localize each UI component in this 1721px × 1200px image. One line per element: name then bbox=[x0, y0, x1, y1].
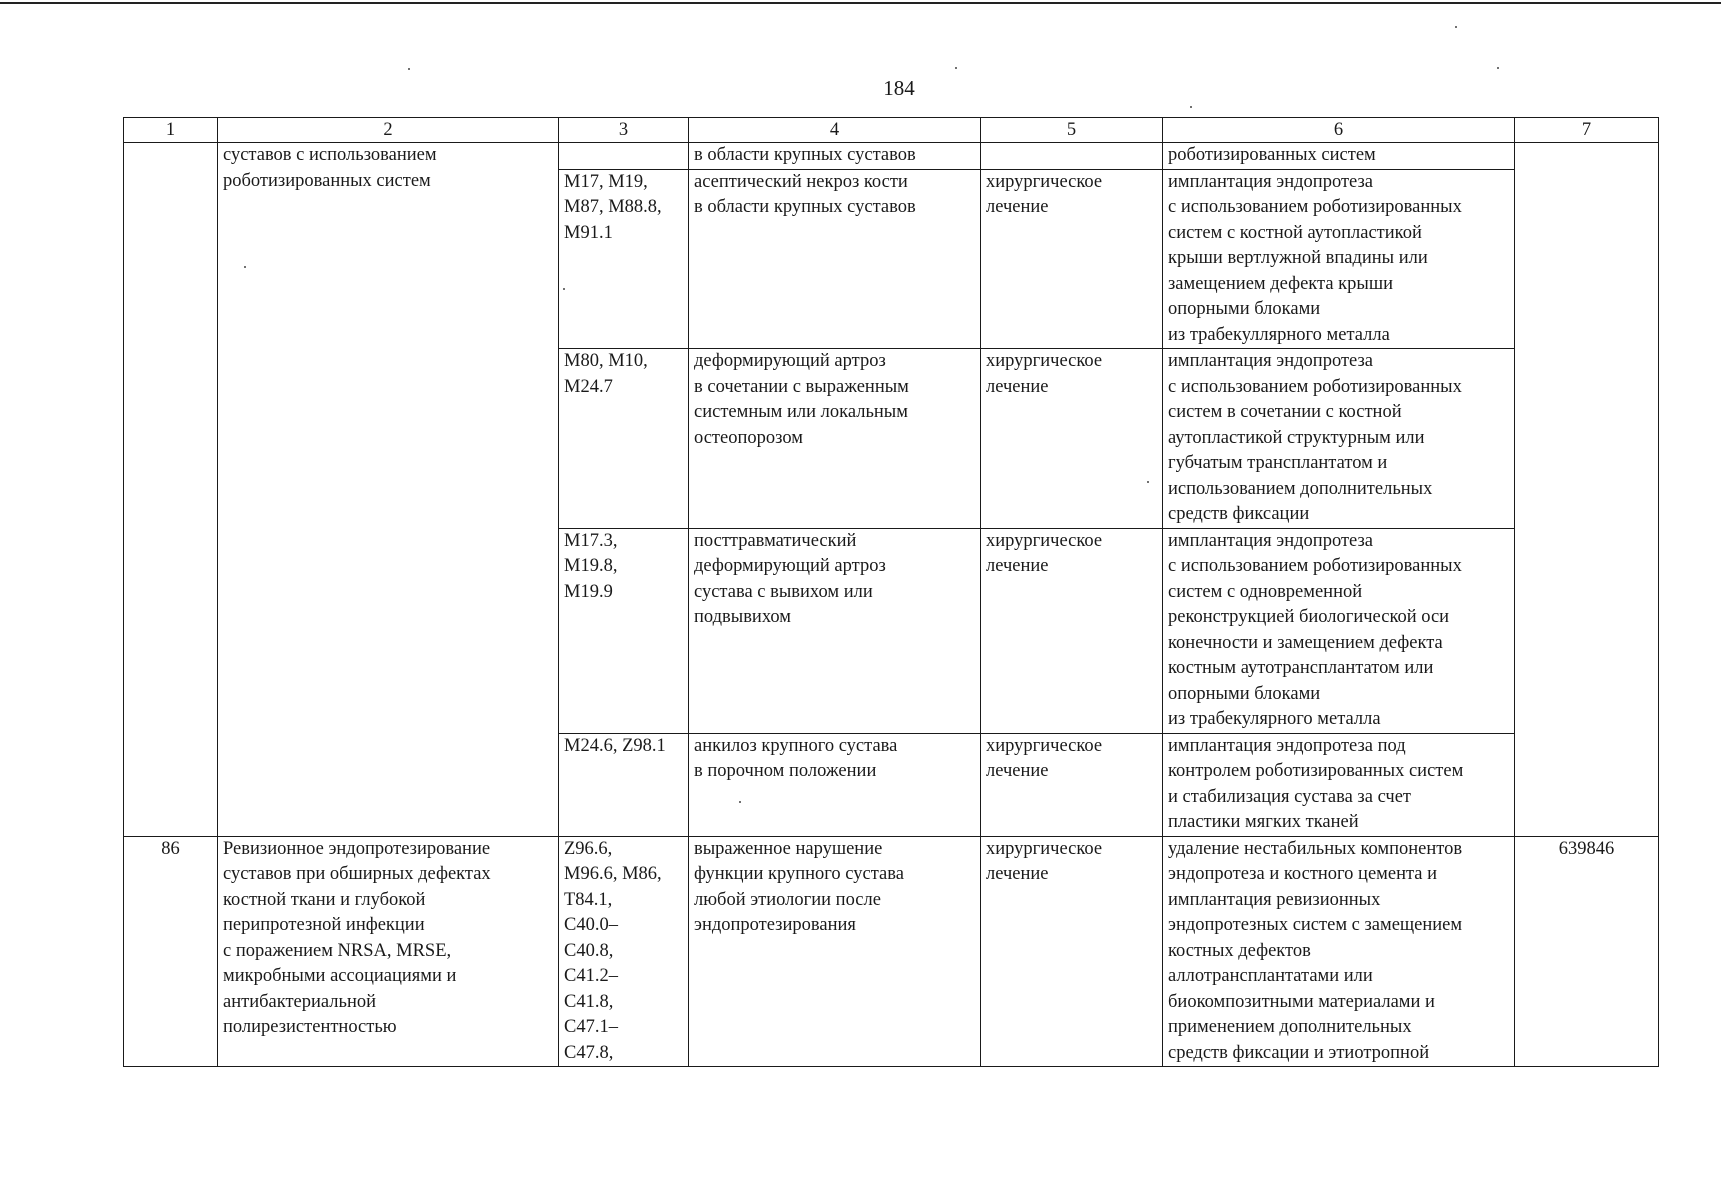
column-header: 2 bbox=[218, 118, 559, 143]
treatment-method-cell: имплантация эндопротеза с использованием роботизированных систем с одновременной реконструкцией биологической оси конечности и замещением дефекта костным аутотрансплантатом или опорными блоками из трабекулярного металла bbox=[1163, 528, 1515, 733]
column-header: 6 bbox=[1163, 118, 1515, 143]
scan-speck bbox=[408, 68, 410, 70]
scan-speck bbox=[955, 67, 957, 69]
treatment-method-cell: имплантация эндопротеза с использованием роботизированных систем с костной аутопластикой крыши вертлужной впадины или замещением дефекта крыши опорными блоками из трабекуллярного металла bbox=[1163, 169, 1515, 349]
treatment-type-cell: хирургическое лечение bbox=[981, 733, 1163, 836]
scan-speck bbox=[1190, 106, 1192, 108]
patient-model-cell: в области крупных суставов bbox=[689, 143, 981, 170]
price-cell: 639846 bbox=[1515, 836, 1659, 1067]
icd-codes-cell: M24.6, Z98.1 bbox=[559, 733, 689, 836]
treatment-type-cell bbox=[981, 143, 1163, 170]
patient-model-cell: асептический некроз кости в области крупных суставов bbox=[689, 169, 981, 349]
treatment-type-cell: хирургическое лечение bbox=[981, 349, 1163, 529]
patient-model-cell: анкилоз крупного сустава в порочном положении bbox=[689, 733, 981, 836]
treatment-method-cell: имплантация эндопротеза с использованием роботизированных систем в сочетании с костной аутопластикой структурным или губчатым трансплантатом и использованием дополнительных средств фиксации bbox=[1163, 349, 1515, 529]
icd-codes-cell: M17, M19, M87, M88.8, M91.1 bbox=[559, 169, 689, 349]
table-header-row bbox=[124, 118, 1659, 143]
method-name-cell: суставов с использованием роботизированных систем bbox=[218, 143, 559, 837]
treatment-type-cell: хирургическое лечение bbox=[981, 528, 1163, 733]
method-name-cell: Ревизионное эндопротезирование суставов при обширных дефектах костной ткани и глубокой перипротезной инфекции с поражением NRSA, MRSE, микробными ассоциациями и антибактериальной полирезистентностью bbox=[218, 836, 559, 1067]
treatment-type-cell: хирургическое лечение bbox=[981, 836, 1163, 1067]
medical-care-table bbox=[123, 117, 1659, 1067]
icd-codes-cell bbox=[559, 143, 689, 170]
scan-speck bbox=[1497, 67, 1499, 69]
page-number: 184 bbox=[883, 76, 915, 100]
patient-model-cell: деформирующий артроз в сочетании с выраженным системным или локальным остеопорозом bbox=[689, 349, 981, 529]
column-header: 4 bbox=[689, 118, 981, 143]
scan-speck bbox=[1455, 26, 1457, 28]
treatment-method-cell: роботизированных систем bbox=[1163, 143, 1515, 170]
icd-codes-cell: Z96.6, M96.6, M86, T84.1, C40.0– C40.8, C41.2– C41.8, C47.1– C47.8, bbox=[559, 836, 689, 1067]
table-row bbox=[124, 836, 1659, 1067]
row-number-cell bbox=[124, 143, 218, 837]
column-header: 7 bbox=[1515, 118, 1659, 143]
treatment-method-cell: имплантация эндопротеза под контролем роботизированных систем и стабилизация сустава за счет пластики мягких тканей bbox=[1163, 733, 1515, 836]
top-border-line bbox=[0, 2, 1721, 4]
row-number-cell: 86 bbox=[124, 836, 218, 1067]
icd-codes-cell: M80, M10, M24.7 bbox=[559, 349, 689, 529]
treatment-method-cell: удаление нестабильных компонентов эндопротеза и костного цемента и имплантация ревизионных эндопротезных систем с замещением костных дефектов аллотрансплантатами или биокомпозитными материалами и применением дополнительных средств фиксации и этиотропной bbox=[1163, 836, 1515, 1067]
column-header: 1 bbox=[124, 118, 218, 143]
table-row bbox=[124, 143, 1659, 170]
icd-codes-cell: M17.3, M19.8, M19.9 bbox=[559, 528, 689, 733]
patient-model-cell: посттравматический деформирующий артроз сустава с вывихом или подвывихом bbox=[689, 528, 981, 733]
price-cell bbox=[1515, 143, 1659, 837]
patient-model-cell: выраженное нарушение функции крупного сустава любой этиологии после эндопротезирования bbox=[689, 836, 981, 1067]
treatment-type-cell: хирургическое лечение bbox=[981, 169, 1163, 349]
column-header: 5 bbox=[981, 118, 1163, 143]
column-header: 3 bbox=[559, 118, 689, 143]
